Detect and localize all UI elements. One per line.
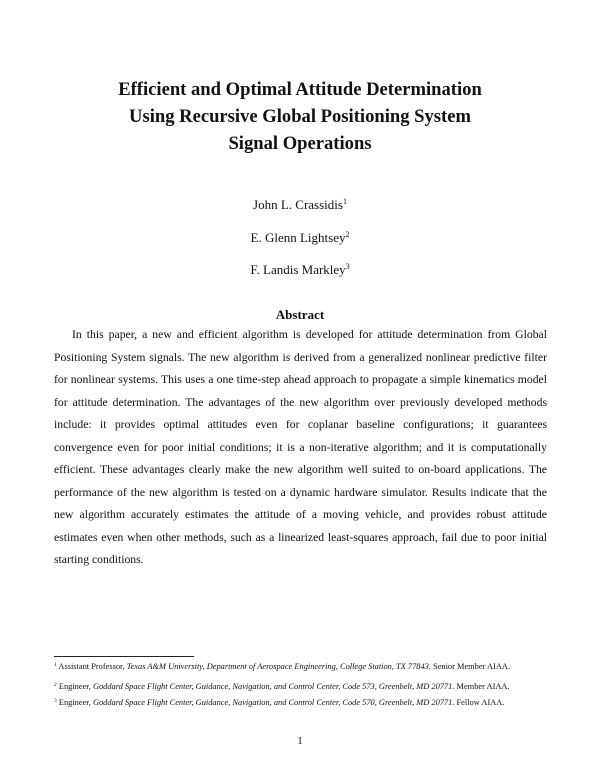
footnote-affiliation: Goddard Space Flight Center, Guidance, Navigation, and Control Center, Code 573, Greenbelt, MD 20771. [92,682,455,691]
footnote-membership: Member AIAA. [456,682,510,691]
author-2 [0,230,600,246]
page-number: 1 [297,735,303,747]
footnote-mark: 1 [54,662,57,668]
author-name: F. Landis Markley [250,262,346,277]
footnote-affiliation: Goddard Space Flight Center, Guidance, Navigation, and Control Center, Code 570, Greenbelt, MD 20771. [92,698,455,707]
author-name: E. Glenn Lightsey [250,230,346,245]
title-line-1: Efficient and Optimal Attitude Determination [118,79,482,100]
footnote-mark: 2 [54,682,57,688]
footnote-mark: 3 [54,698,57,704]
footnote-1 [54,661,574,673]
footnote-role: Engineer, [58,698,91,707]
abstract-heading: Abstract [275,307,325,322]
footnote-affiliation: Texas A&M University, Department of Aerospace Engineering, College Station, TX 77843. [126,662,431,671]
footnote-membership: Fellow AIAA. [456,698,505,707]
abstract-body: In this paper, a new and efficient algorithm is developed for attitude determination from Global Positioning System signals. The new algorithm is derived from a generalized nonlinear predictive filter for nonlinear systems. This uses a one time-step ahead approach to propagate a simple kinematics model for attitude determination. The advantages of the new algorithm over previously developed methods include: it provides optimal attitudes even for coplanar baseline configurations; it guarantees convergence even for poor initial conditions; it is a non-iterative algorithm; and it is computationally efficient. These advantages clearly make the new algorithm well suited to on-board applications. The performance of the new algorithm is tested on a dynamic hardware simulator. Results indicate that the new algorithm accurately estimates the attitude of a moving vehicle, and provides robust attitude estimates even when other methods, such as a linearized least-squares approach, fail due to poor initial starting conditions. [54,328,547,567]
author-footnote-mark: 2 [345,230,350,239]
footnote-divider [54,656,194,657]
paper-title [0,76,600,157]
title-line-3: Signal Operations [228,133,372,154]
title-line-2: Using Recursive Global Positioning System [129,106,471,127]
author-footnote-mark: 1 [342,197,347,206]
author-name: John L. Crassidis [253,197,343,212]
footnote-role: Engineer, [58,682,91,691]
footnote-3 [54,697,574,709]
author-3 [0,262,600,278]
footnote-membership: Senior Member AIAA. [433,662,511,671]
author-footnote-mark: 3 [345,262,350,271]
footnote-role: Assistant Professor, [58,662,125,671]
author-1 [0,197,600,213]
footnote-2 [54,681,574,693]
